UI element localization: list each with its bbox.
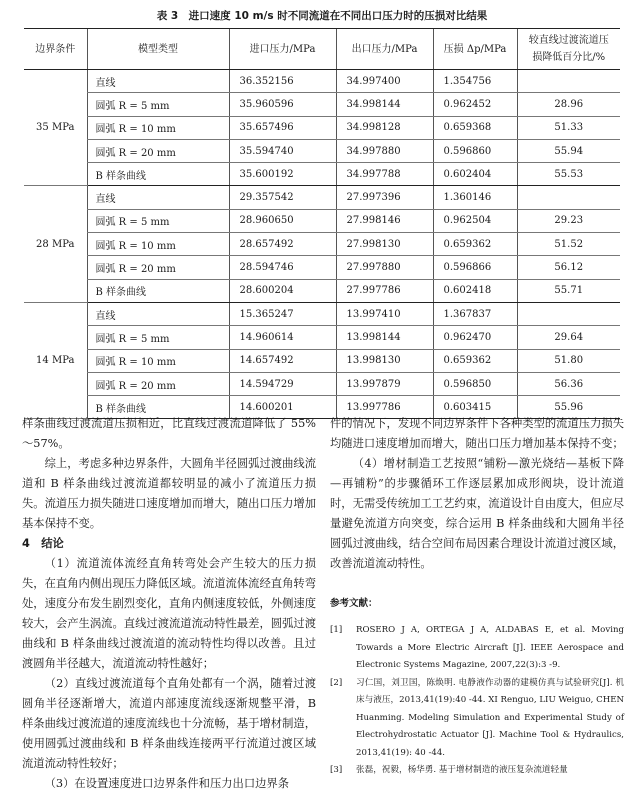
outlet-pressure-cell: 13.998144 [336,326,433,349]
conclusion-1: （1）流道流体流经直角转弯处会产生较大的压力损失，在直角内侧出现压力降低区域。流道流体流经直角转弯处，速度分布发生剧烈变化，直角内侧速度较低，外侧速度较大，会产生涡流。直线过渡流道流动特性最差，圆弧过渡曲线和 B 样条曲线过渡流道的流动特性均得以改善。且过渡圆角半径越大，流道流动特性越好； [22,557,316,670]
reduction-cell: 55.94 [517,139,620,162]
inlet-pressure-cell: 14.600201 [229,396,336,419]
outlet-pressure-cell: 27.997880 [336,256,433,279]
outlet-pressure-cell: 13.997410 [336,302,433,325]
table-header-row [24,29,620,70]
reference-text: 张磊，祝毅，杨华勇. 基于增材制造的液压复杂流道轻量 [356,765,568,775]
table-row [24,163,620,186]
inlet-pressure-cell: 14.960614 [229,326,336,349]
outlet-pressure-cell: 34.998128 [336,116,433,139]
model-cell: 直线 [87,70,229,93]
reduction-cell: 29.23 [517,209,620,232]
reduction-cell: 55.96 [517,396,620,419]
reduction-cell: 56.12 [517,256,620,279]
inlet-pressure-cell: 14.657492 [229,349,336,372]
boundary-condition-cell: 35 MPa [24,70,87,186]
outlet-pressure-cell: 13.998130 [336,349,433,372]
pressure-loss-cell: 0.602404 [433,163,517,186]
table-row [24,302,620,325]
outlet-pressure-cell: 34.998144 [336,93,433,116]
references-title: 参考文献： [330,598,378,609]
pressure-loss-cell: 0.602418 [433,279,517,302]
reference-number: [1] [330,625,343,635]
outlet-pressure-cell: 13.997879 [336,372,433,395]
outlet-pressure-cell: 27.997786 [336,279,433,302]
outlet-pressure-cell: 34.997788 [336,163,433,186]
pressure-loss-cell: 1.360146 [433,186,517,209]
outlet-pressure-cell: 13.997786 [336,396,433,419]
conclusion-3: （3）在设置速度进口边界条件和压力出口边界条 [44,777,290,790]
model-cell: 圆弧 R = 20 mm [87,256,229,279]
pressure-loss-cell: 0.962470 [433,326,517,349]
header-inlet-pressure: 进口压力/MPa [229,29,336,70]
table-group [24,70,620,186]
inlet-pressure-cell: 15.365247 [229,302,336,325]
inlet-pressure-cell: 28.600204 [229,279,336,302]
pressure-loss-cell: 0.596850 [433,372,517,395]
reference-text: 习仁国，刘卫国，陈焕明. 电静液作动器的建模仿真与试验研究[J]. 机床与液压，2013,41(19):40 -44. XI Renguo, LIU Weiguo, CHEN Huanming. Modeling Simulation and Experimental Study of Electrohydrostatic Actuator [J]. Machine Tool & Hydraulics, 2013,41(19): 40 -44. [356,677,624,758]
model-cell: 直线 [87,302,229,325]
right-column [330,414,624,780]
inlet-pressure-cell: 35.657496 [229,116,336,139]
reduction-cell: 51.52 [517,233,620,256]
reduction-cell [517,70,620,93]
section-heading [22,534,316,554]
conclusion-4: （4）增材制造工艺按照“铺粉—激光烧结—基板下降—再铺粉”的步骤循环工作逐层累加成形阀块，设计流道时，无需受传统加工工艺约束，流道设计自由度大，但应尽量避免流道方向突变，综合运用 B 样条曲线和大圆角半径圆弧过渡曲线，结合空间布局因素合理设计流道过渡区域，改善流道流动特性。 [330,457,624,570]
inlet-pressure-cell: 14.594729 [229,372,336,395]
outlet-pressure-cell: 34.997400 [336,70,433,93]
model-cell: B 样条曲线 [87,163,229,186]
reduction-cell: 56.36 [517,372,620,395]
model-cell: 圆弧 R = 5 mm [87,93,229,116]
model-cell: 圆弧 R = 10 mm [87,116,229,139]
left-column [22,414,316,794]
table-caption: 表 3 进口速度 10 m/s 时不同流道在不同出口压力时的压损对比结果 [156,10,488,22]
inlet-pressure-cell: 35.600192 [229,163,336,186]
boundary-condition-cell: 14 MPa [24,302,87,418]
header-boundary: 边界条件 [24,29,87,70]
table-group [24,186,620,302]
inlet-pressure-cell: 36.352156 [229,70,336,93]
reference-number: [2] [330,677,343,688]
model-cell: 圆弧 R = 5 mm [87,209,229,232]
header-reduction: 较直线过渡流道压损降低百分比/% [517,29,620,70]
outlet-pressure-cell: 27.998146 [336,209,433,232]
model-cell: 圆弧 R = 10 mm [87,233,229,256]
model-cell: 直线 [87,186,229,209]
table-row [24,326,620,349]
reference-number: [3] [330,765,343,775]
outlet-pressure-cell: 27.997396 [336,186,433,209]
reference-item [330,622,624,675]
reference-item [330,675,624,763]
table-row [24,233,620,256]
model-cell: 圆弧 R = 10 mm [87,349,229,372]
paragraph: 综上，考虑多种边界条件，大圆角半径圆弧过渡曲线流道和 B 样条曲线过渡流道都较明显的减小了流道压力损失。流道压力损失随进口速度增加而增大，随出口压力增加基本保持不变。 [22,457,316,530]
pressure-loss-cell: 1.354756 [433,70,517,93]
inlet-pressure-cell: 28.960650 [229,209,336,232]
model-cell: B 样条曲线 [87,396,229,419]
paragraph: 样条曲线过渡流道压损相近，比直线过渡流道降低了 55% ～57%。 [22,417,316,450]
conclusion-2: （2）直线过渡流道每个直角处都有一个涡，随着过渡圆角半径逐渐增大，流道内部速度流线逐渐规整平滑，B 样条曲线过渡流道的速度流线也十分流畅，基于增材制造，使用圆弧过渡曲线和 B 样条曲线连接两平行流道过渡区域流道流动特性较好； [22,677,316,770]
outlet-pressure-cell: 27.998130 [336,233,433,256]
pressure-loss-cell: 0.596860 [433,139,517,162]
boundary-condition-cell: 28 MPa [24,186,87,302]
table-row [24,186,620,209]
inlet-pressure-cell: 28.594746 [229,256,336,279]
inlet-pressure-cell: 29.357542 [229,186,336,209]
reduction-cell: 29.64 [517,326,620,349]
table-group [24,302,620,418]
pressure-loss-cell: 0.962452 [433,93,517,116]
inlet-pressure-cell: 28.657492 [229,233,336,256]
model-cell: 圆弧 R = 20 mm [87,372,229,395]
reduction-cell [517,186,620,209]
table-row [24,139,620,162]
model-cell: B 样条曲线 [87,279,229,302]
header-outlet-pressure: 出口压力/MPa [336,29,433,70]
table-row [24,349,620,372]
table-row [24,93,620,116]
outlet-pressure-cell: 34.997880 [336,139,433,162]
table-row [24,209,620,232]
table-row [24,70,620,93]
reduction-cell: 55.53 [517,163,620,186]
model-cell: 圆弧 R = 20 mm [87,139,229,162]
pressure-loss-cell: 0.659362 [433,233,517,256]
reduction-cell: 51.80 [517,349,620,372]
inlet-pressure-cell: 35.960596 [229,93,336,116]
reference-text: ROSERO J A, ORTEGA J A, ALDABAS E, et al. Moving Towards a More Electric Aircraft [J]. IEEE Aerospace and Electronic Systems Magazine, 2007,22(3):3 -9. [356,625,624,670]
model-cell: 圆弧 R = 5 mm [87,326,229,349]
conclusion-3-cont: 件的情况下，发现不同边界条件下各种类型的流道压力损失均随进口速度增加而增大，随出口压力增加基本保持不变； [330,417,624,450]
inlet-pressure-cell: 35.594740 [229,139,336,162]
table-row [24,256,620,279]
table-row [24,372,620,395]
section-number: 4 [22,537,30,550]
header-model: 模型类型 [87,29,229,70]
pressure-loss-cell: 0.603415 [433,396,517,419]
header-pressure-loss: 压损 Δp/MPa [433,29,517,70]
reduction-cell: 51.33 [517,116,620,139]
table-row [24,116,620,139]
table-row [24,279,620,302]
results-table [24,28,620,419]
reduction-cell: 55.71 [517,279,620,302]
pressure-loss-cell: 0.659362 [433,349,517,372]
reduction-cell [517,302,620,325]
pressure-loss-cell: 0.596866 [433,256,517,279]
pressure-loss-cell: 0.962504 [433,209,517,232]
section-title: 结论 [41,537,64,550]
reduction-cell: 28.96 [517,93,620,116]
pressure-loss-cell: 0.659368 [433,116,517,139]
reference-item [330,762,624,780]
pressure-loss-cell: 1.367837 [433,302,517,325]
